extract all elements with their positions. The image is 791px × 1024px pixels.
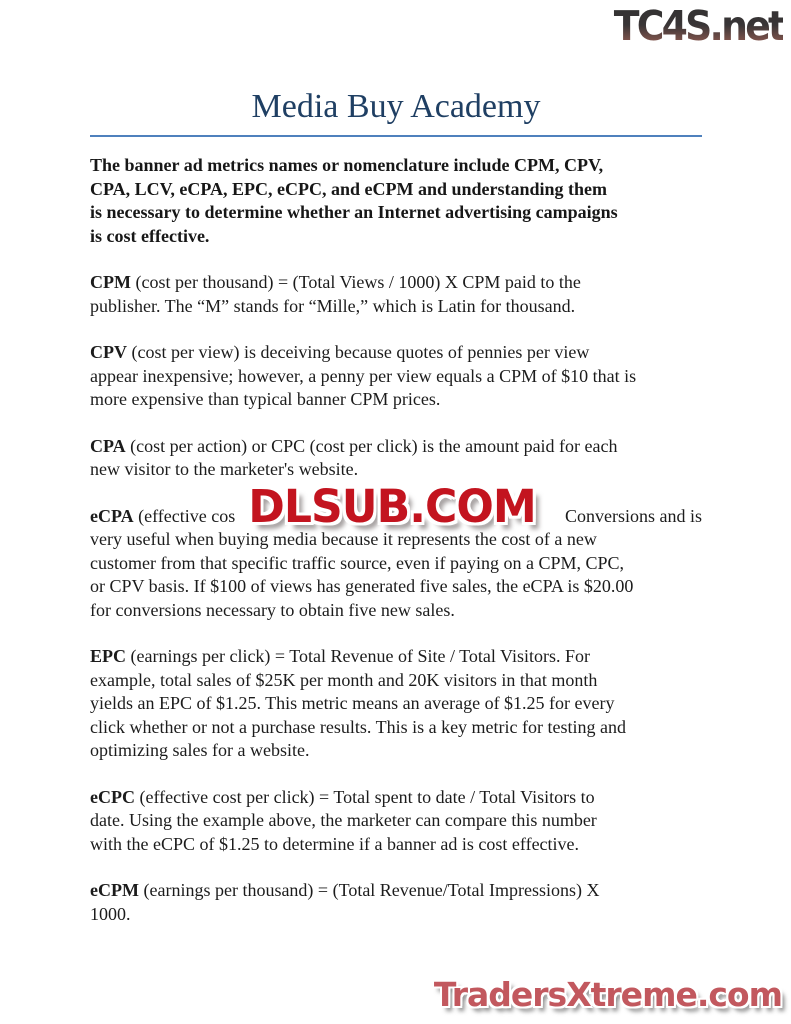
text-line: optimizing sales for a website. bbox=[90, 740, 310, 760]
title-rule bbox=[90, 135, 702, 137]
text-line: more expensive than typical banner CPM prices. bbox=[90, 389, 441, 409]
text-fragment: Conversions and is bbox=[565, 505, 702, 526]
text-line: is necessary to determine whether an Internet advertising campaigns bbox=[90, 202, 618, 222]
intro-paragraph bbox=[90, 154, 702, 248]
text-fragment: (cost per thousand) = (Total Views / 1000) X CPM paid to the bbox=[130, 272, 581, 292]
text-line bbox=[90, 271, 702, 295]
metric-term: EPC bbox=[90, 646, 126, 666]
metric-term: eCPM bbox=[90, 880, 139, 900]
tradersxtreme-logo: TradersXtreme.com bbox=[433, 975, 782, 1014]
page-title: Media Buy Academy bbox=[251, 88, 541, 125]
text-line: CPA, LCV, eCPA, EPC, eCPC, and eCPM and understanding them bbox=[90, 178, 608, 199]
text-line: new visitor to the marketer's website. bbox=[90, 459, 359, 479]
metric-paragraph-epc bbox=[90, 645, 702, 763]
metric-term: eCPA bbox=[90, 505, 134, 526]
metric-paragraph-cpv bbox=[90, 341, 702, 412]
dlsub-watermark: DLSUB.COM bbox=[248, 480, 536, 533]
text-fragment: (effective cost per click) = Total spent to date / Total Visitors to bbox=[134, 786, 595, 807]
text-line: for conversions necessary to obtain five new sales. bbox=[90, 599, 455, 620]
text-fragment: (cost per view) is deceiving because quotes of pennies per view bbox=[127, 342, 590, 362]
metric-term: CPV bbox=[90, 342, 127, 362]
text-line: is cost effective. bbox=[90, 225, 210, 246]
text-line: click whether or not a purchase results. This is a key metric for testing and bbox=[90, 716, 627, 737]
tc4s-logo: TC4S.net bbox=[613, 2, 783, 50]
text-line: or CPV basis. If $100 of views has generated five sales, the eCPA is $20.00 bbox=[90, 576, 634, 596]
text-line: example, total sales of $25K per month and 20K visitors in that month bbox=[90, 669, 598, 690]
text-line: publisher. The “M” stands for “Mille,” which is Latin for thousand. bbox=[90, 295, 576, 316]
document-body bbox=[90, 154, 702, 926]
metric-term: CPM bbox=[90, 272, 131, 292]
metric-paragraph-ecpc bbox=[90, 786, 702, 857]
text-line bbox=[90, 435, 702, 459]
text-line bbox=[90, 786, 702, 810]
metric-paragraph-cpm bbox=[90, 271, 702, 318]
text-line bbox=[90, 879, 702, 903]
text-fragment: (cost per action) or CPC (cost per click) is the amount paid for each bbox=[125, 435, 618, 456]
text-fragment: (earnings per thousand) = (Total Revenue/Total Impressions) X bbox=[138, 880, 600, 900]
text-line: date. Using the example above, the marketer can compare this number bbox=[90, 810, 597, 830]
text-line: with the eCPC of $1.25 to determine if a banner ad is cost effective. bbox=[90, 833, 580, 854]
text-line: yields an EPC of $1.25. This metric means an average of $1.25 for every bbox=[90, 693, 615, 713]
text-fragment: (effective cos bbox=[133, 505, 236, 526]
text-line: 1000. bbox=[90, 903, 131, 924]
text-line: appear inexpensive; however, a penny per view equals a CPM of $10 that is bbox=[90, 365, 637, 386]
text-line bbox=[90, 645, 702, 669]
document-page bbox=[90, 0, 702, 949]
text-line bbox=[90, 341, 702, 365]
text-line: very useful when buying media because it represents the cost of a new bbox=[90, 529, 597, 549]
text-line: customer from that specific traffic source, even if paying on a CPM, CPC, bbox=[90, 552, 625, 573]
text-line: The banner ad metrics names or nomenclature include CPM, CPV, bbox=[90, 155, 604, 175]
metric-term: CPA bbox=[90, 435, 126, 456]
metric-paragraph-cpa bbox=[90, 435, 702, 482]
metric-paragraph-ecpm bbox=[90, 879, 702, 926]
metric-term: eCPC bbox=[90, 786, 135, 807]
text-fragment: (earnings per click) = Total Revenue of Site / Total Visitors. For bbox=[126, 646, 590, 666]
